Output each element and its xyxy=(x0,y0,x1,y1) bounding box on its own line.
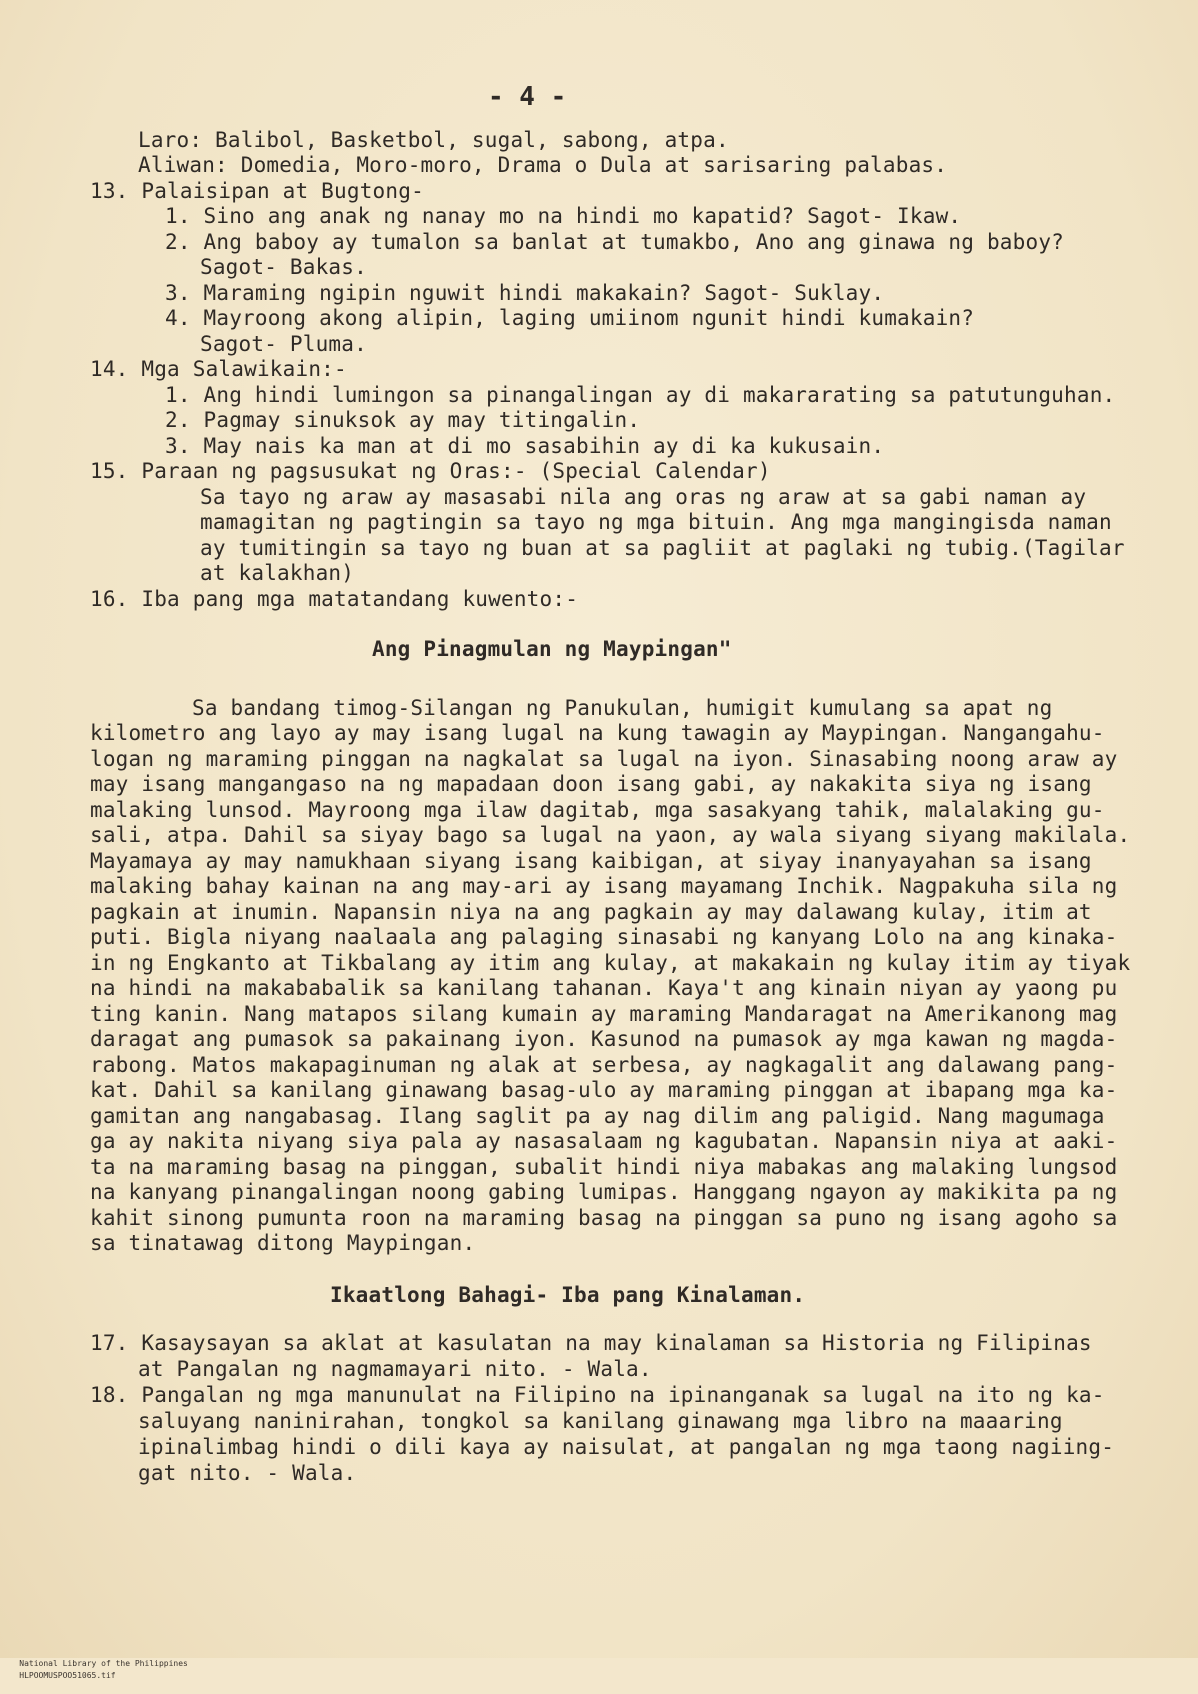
text-line: Aliwan: Domedia, Moro-moro, Drama o Dula at sarisaring palabas. xyxy=(138,153,948,177)
text-line: rabong. Matos makapaginuman ng alak at serbesa, ay nagkagalit ang dalawang pang- xyxy=(90,1053,1118,1077)
text-line: in ng Engkanto at Tikbalang ay itim ang kulay, at makakain ng kulay itim ay tiyak xyxy=(90,951,1131,975)
text-line: gat nito. - Wala. xyxy=(138,1461,357,1485)
text-line: puti. Bigla niyang naalaala ang palaging sinasabi ng kanyang Lolo na ang kinaka- xyxy=(90,925,1118,949)
text-line: sali, atpa. Dahil sa siyay bago sa lugal na yaon, ay wala siyang siyang makilala. xyxy=(90,823,1131,847)
text-line: kat. Dahil sa kanilang ginawang basag-ulo ay maraming pinggan at ibapang mga ka- xyxy=(90,1078,1118,1102)
text-line: 16. Iba pang mga matatandang kuwento:- xyxy=(90,587,579,611)
text-line: 17. Kasaysayan sa aklat at kasulatan na may kinalaman sa Historia ng Filipinas xyxy=(90,1331,1092,1355)
text-line: Sa tayo ng araw ay masasabi nila ang oras ng araw at sa gabi naman ay xyxy=(200,485,1087,509)
text-line: 2. Pagmay sinuksok ay may titingalin. xyxy=(165,408,641,432)
page-number: - 4 - xyxy=(488,82,567,112)
text-line: sa tinatawag ditong Maypingan. xyxy=(90,1231,476,1255)
scan-footer xyxy=(0,1646,1198,1680)
text-line: 18. Pangalan ng mga manunulat na Filipino na ipinanganak sa lugal na ito ng ka- xyxy=(90,1383,1105,1407)
text-line: na kanyang pinangalingan noong gabing lumipas. Hanggang ngayon ay makikita pa ng xyxy=(90,1180,1118,1204)
text-line: 3. May nais ka man at di mo sasabihin ay di ka kukusain. xyxy=(165,434,885,458)
text-line: mamagitan ng pagtingin sa tayo ng mga bituin. Ang mga mangingisda naman xyxy=(200,510,1112,534)
text-line: saluyang naninirahan, tongkol sa kanilang ginawang mga libro na maaaring xyxy=(138,1409,1063,1433)
text-line: Mayamaya ay may namukhaan siyang isang kaibigan, at siyay inanyayahan sa isang xyxy=(90,849,1092,873)
text-line: 13. Palaisipan at Bugtong- xyxy=(90,179,424,203)
text-line: 1. Ang hindi lumingon sa pinangalingan ay di makararating sa patutunguhan. xyxy=(165,383,1116,407)
library-credit: National Library of the Philippines xyxy=(19,1659,188,1668)
file-id: HLPOOMUSPOO51065.tif xyxy=(19,1671,116,1680)
text-line: ipinalimbag hindi o dili kaya ay naisulat, at pangalan ng mga taong nagiing- xyxy=(138,1435,1115,1459)
text-line: Sagot- Pluma. xyxy=(200,332,367,356)
text-line: 14. Mga Salawikain:- xyxy=(90,357,347,381)
text-line: Laro: Balibol, Basketbol, sugal, sabong, atpa. xyxy=(138,128,729,152)
text-line: kilometro ang layo ay may isang lugal na kung tawagin ay Maypingan. Nangangahu- xyxy=(90,721,1105,745)
text-line: Sagot- Bakas. xyxy=(200,255,367,279)
text-line: na hindi na makababalik sa kanilang tahanan. Kaya't ang kinain niyan ay yaong pu xyxy=(90,976,1118,1000)
text-line: 15. Paraan ng pagsusukat ng Oras:- (Special Calendar) xyxy=(90,459,771,483)
story-title: Ang Pinagmulan ng Maypingan" xyxy=(372,637,732,661)
text-line: malaking lunsod. Mayroong mga ilaw dagitab, mga sasakyang tahik, malalaking gu- xyxy=(90,798,1105,822)
text-line: gamitan ang nangabasag. Ilang saglit pa ay nag dilim ang paligid. Nang magumaga xyxy=(90,1104,1105,1128)
text-line: malaking bahay kainan na ang may-ari ay isang mayamang Inchik. Nagpakuha sila ng xyxy=(90,874,1118,898)
text-line: ga ay nakita niyang siya pala ay nasasalaam ng kagubatan. Napansin niya at aaki- xyxy=(90,1129,1118,1153)
text-line: Sa bandang timog-Silangan ng Panukulan, humigit kumulang sa apat ng xyxy=(192,696,1053,720)
text-line: 1. Sino ang anak ng nanay mo na hindi mo kapatid? Sagot- Ikaw. xyxy=(165,204,962,228)
text-line: logan ng maraming pinggan na nagkalat sa lugal na iyon. Sinasabing noong araw ay xyxy=(90,747,1118,771)
text-line: ay tumitingin sa tayo ng buan at sa pagliit at paglaki ng tubig.(Tagilar xyxy=(200,536,1125,560)
text-line: ta na maraming basag na pinggan, subalit hindi niya mabakas ang malaking lungsod xyxy=(90,1155,1118,1179)
text-line: ting kanin. Nang matapos silang kumain ay maraming Mandaragat na Amerikanong mag xyxy=(90,1002,1118,1026)
text-line: 3. Maraming ngipin nguwit hindi makakain? Sagot- Suklay. xyxy=(165,281,885,305)
text-line: kahit sinong pumunta roon na maraming basag na pinggan sa puno ng isang agoho sa xyxy=(90,1206,1118,1230)
text-line: daragat ang pumasok sa pakainang iyon. Kasunod na pumasok ay mga kawan ng magda- xyxy=(90,1027,1118,1051)
text-line: pagkain at inumin. Napansin niya na ang pagkain ay may dalawang kulay, itim at xyxy=(90,900,1092,924)
text-line: at Pangalan ng nagmamayari nito. - Wala. xyxy=(138,1357,652,1381)
text-line: at kalakhan) xyxy=(200,561,355,585)
section-heading: Ikaatlong Bahagi- Iba pang Kinalaman. xyxy=(330,1283,806,1307)
text-line: may isang mangangaso na ng mapadaan doon isang gabi, ay nakakita siya ng isang xyxy=(90,772,1092,796)
text-line: 2. Ang baboy ay tumalon sa banlat at tumakbo, Ano ang ginawa ng baboy? xyxy=(165,230,1065,254)
text-line: 4. Mayroong akong alipin, laging umiinom ngunit hindi kumakain? xyxy=(165,306,975,330)
